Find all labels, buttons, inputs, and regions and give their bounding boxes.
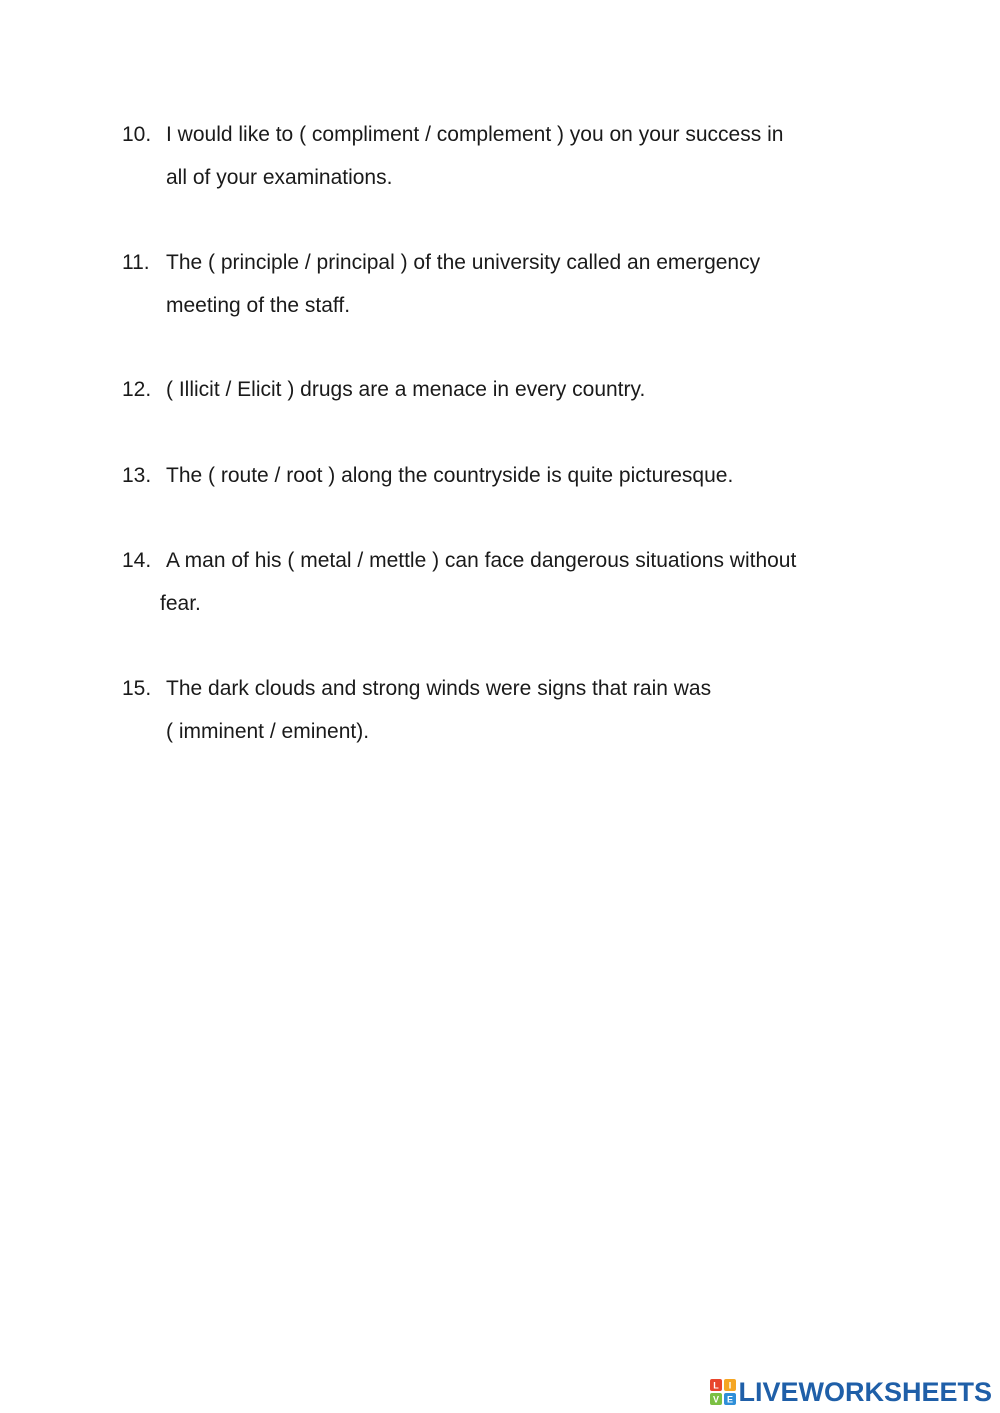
- question-line: [122, 454, 902, 497]
- question-text: I would like to ( compliment / complement ) you on your success in: [166, 123, 784, 146]
- question-line: [122, 241, 902, 284]
- question-continuation: fear.: [160, 592, 201, 615]
- liveworksheets-branding: [710, 1375, 992, 1409]
- logo-letter-e: E: [727, 1394, 734, 1405]
- liveworksheets-logo-icon: [710, 1379, 736, 1405]
- question-number: 15.: [122, 677, 152, 700]
- brand-name: LIVEWORKSHEETS: [738, 1376, 992, 1407]
- question-line: [122, 539, 902, 582]
- question-line: [122, 368, 902, 411]
- question-continuation: meeting of the staff.: [166, 294, 351, 317]
- question-12: [122, 368, 902, 411]
- question-number: 14.: [122, 549, 152, 572]
- question-text: The ( principle / principal ) of the university called an emergency: [166, 251, 761, 274]
- question-number: 13.: [122, 464, 152, 487]
- question-number: 12.: [122, 378, 152, 401]
- question-text: ( Illicit / Elicit ) drugs are a menace in every country.: [166, 378, 646, 401]
- question-text: The ( route / root ) along the countryside is quite picturesque.: [166, 464, 734, 487]
- question-line: [122, 113, 902, 156]
- logo-letter-l: L: [713, 1380, 720, 1391]
- question-line: [122, 667, 902, 710]
- question-continuation: all of your examinations.: [166, 166, 393, 189]
- question-continuation: ( imminent / eminent).: [166, 720, 370, 743]
- question-text: A man of his ( metal / mettle ) can face dangerous situations without: [166, 549, 797, 572]
- question-number: 11.: [122, 251, 150, 274]
- question-10: [122, 113, 902, 199]
- question-15: [122, 667, 902, 753]
- question-13: [122, 454, 902, 497]
- question-14: [122, 539, 902, 625]
- question-number: 10.: [122, 123, 152, 146]
- logo-letter-v: V: [713, 1394, 720, 1405]
- question-11: [122, 241, 902, 327]
- logo-letter-i: I: [729, 1380, 732, 1391]
- question-text: The dark clouds and strong winds were signs that rain was: [166, 677, 712, 700]
